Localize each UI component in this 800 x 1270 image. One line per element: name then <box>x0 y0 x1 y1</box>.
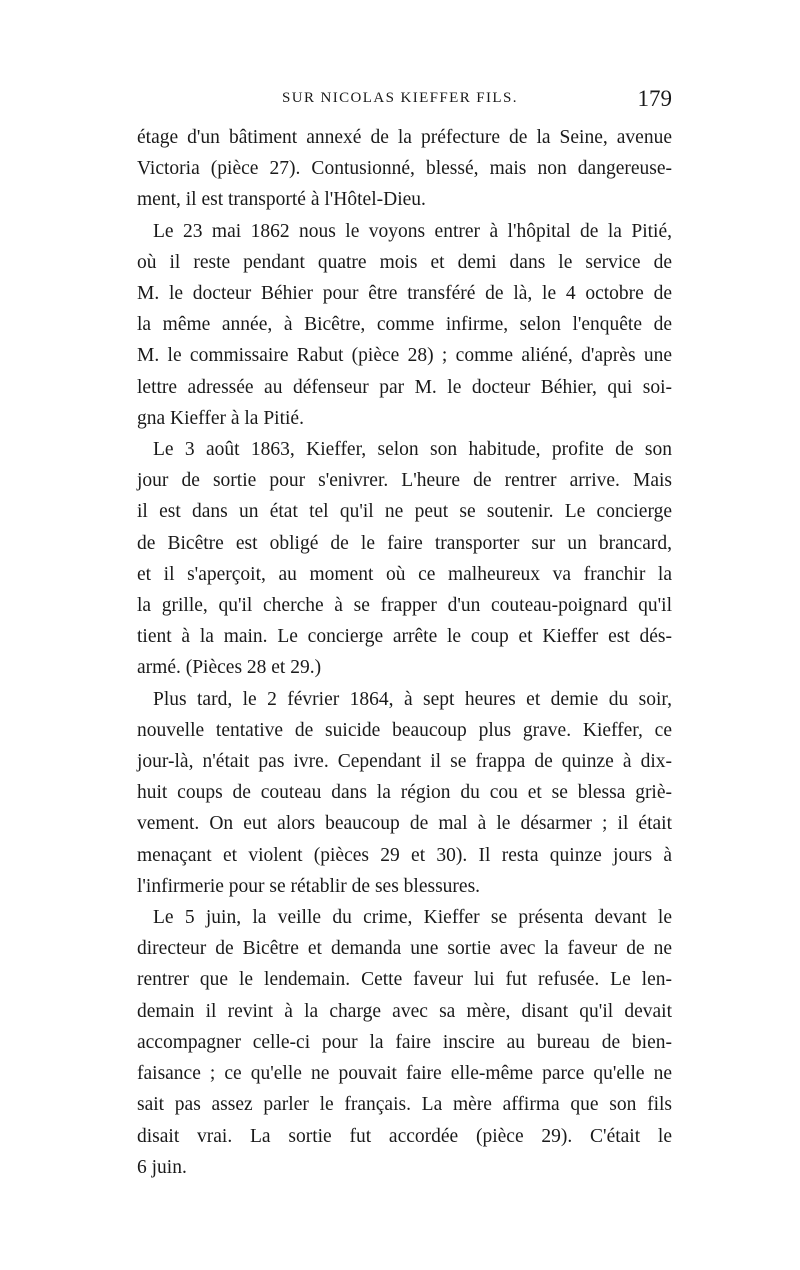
text-line: gna Kieffer à la Pitié. <box>137 407 304 429</box>
text-line: accompagner celle-ci pour la faire inscire au bureau de bien- <box>137 1031 672 1053</box>
text-line: vement. On eut alors beaucoup de mal à le désarmer ; il était <box>137 813 672 835</box>
text-line: M. le docteur Béhier pour être transféré de là, le 4 octobre de <box>137 283 672 305</box>
paragraph <box>137 216 672 434</box>
text-line: la grille, qu'il cherche à se frapper d'un couteau-poignard qu'il <box>137 595 672 617</box>
text-line: menaçant et violent (pièces 29 et 30). Il resta quinze jours à <box>137 844 672 866</box>
text-line: jour-là, n'était pas ivre. Cependant il se frappa de quinze à dix- <box>137 751 672 773</box>
text-line: directeur de Bicêtre et demanda une sortie avec la faveur de ne <box>137 938 672 960</box>
text-line: huit coups de couteau dans la région du cou et se blessa griè- <box>137 782 672 804</box>
text-line: sait pas assez parler le français. La mère affirma que son fils <box>137 1094 672 1116</box>
text-line: Le 5 juin, la veille du crime, Kieffer se présenta devant le <box>153 907 672 929</box>
paragraph <box>137 684 672 902</box>
text-line: il est dans un état tel qu'il ne peut se soutenir. Le concierge <box>137 501 672 523</box>
body-text <box>137 122 672 1183</box>
text-line: Le 23 mai 1862 nous le voyons entrer à l'hôpital de la Pitié, <box>153 220 672 242</box>
text-line: l'infirmerie pour se rétablir de ses blessures. <box>137 875 481 897</box>
text-line: demain il revint à la charge avec sa mère, disant qu'il devait <box>137 1000 672 1022</box>
text-line: lettre adressée au défenseur par M. le docteur Béhier, qui soi- <box>137 376 672 398</box>
paragraph <box>137 122 672 216</box>
text-line: et il s'aperçoit, au moment où ce malheureux va franchir la <box>137 563 672 585</box>
text-line: rentrer que le lendemain. Cette faveur lui fut refusée. Le len- <box>137 969 672 991</box>
page-number: 179 <box>637 86 672 111</box>
running-title: SUR NICOLAS KIEFFER FILS. <box>282 90 518 106</box>
text-line: de Bicêtre est obligé de le faire transporter sur un brancard, <box>137 532 672 554</box>
text-line: la même année, à Bicêtre, comme infirme, selon l'enquête de <box>137 314 672 336</box>
text-line: armé. (Pièces 28 et 29.) <box>137 657 322 679</box>
paragraph <box>137 434 672 684</box>
text-line: faisance ; ce qu'elle ne pouvait faire elle-même parce qu'elle ne <box>137 1063 672 1085</box>
text-line: Victoria (pièce 27). Contusionné, blessé, mais non dangereuse- <box>137 158 672 180</box>
running-head <box>137 86 672 120</box>
text-line: nouvelle tentative de suicide beaucoup plus grave. Kieffer, ce <box>137 719 672 741</box>
text-line: 6 juin. <box>137 1156 187 1178</box>
text-line: Plus tard, le 2 février 1864, à sept heures et demie du soir, <box>153 688 672 710</box>
text-line: M. le commissaire Rabut (pièce 28) ; comme aliéné, d'après une <box>137 345 672 367</box>
paragraph <box>137 902 672 1183</box>
text-line: tient à la main. Le concierge arrête le coup et Kieffer est dés- <box>137 626 672 648</box>
text-line: ment, il est transporté à l'Hôtel-Dieu. <box>137 189 426 211</box>
text-line: Le 3 août 1863, Kieffer, selon son habitude, profite de son <box>153 439 672 461</box>
text-line: où il reste pendant quatre mois et demi dans le service de <box>137 251 672 273</box>
text-line: étage d'un bâtiment annexé de la préfecture de la Seine, avenue <box>137 127 672 148</box>
text-line: jour de sortie pour s'enivrer. L'heure de rentrer arrive. Mais <box>137 470 672 492</box>
text-line: disait vrai. La sortie fut accordée (pièce 29). C'était le <box>137 1125 672 1147</box>
